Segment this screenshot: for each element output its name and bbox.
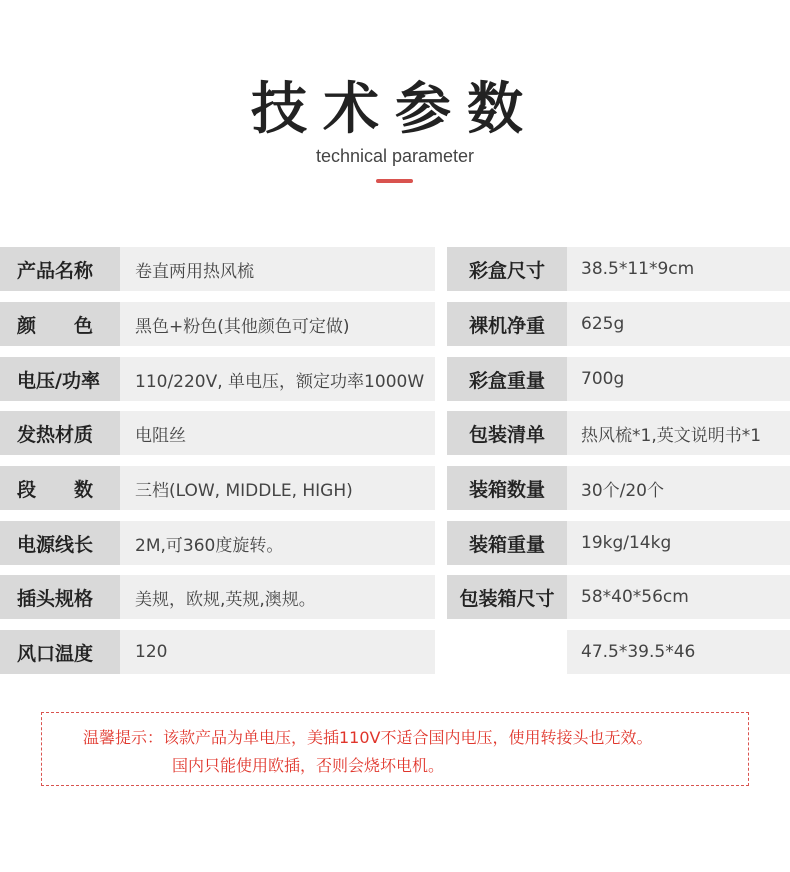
spec-label-carton-weight: 装箱重量 bbox=[447, 521, 567, 565]
spec-value-plug-type: 美规，欧规,英规,澳规。 bbox=[120, 575, 435, 619]
spec-label-box-weight: 彩盒重量 bbox=[447, 357, 567, 401]
spec-label-heating-material: 发热材质 bbox=[0, 411, 120, 455]
spec-value-carton-weight: 19kg/14kg bbox=[567, 521, 790, 565]
title-accent-bar bbox=[376, 179, 413, 183]
spec-label-box-size: 彩盒尺寸 bbox=[447, 247, 567, 291]
spec-value-net-weight: 625g bbox=[567, 302, 790, 346]
spec-value-package-list: 热风梳*1,英文说明书*1 bbox=[567, 411, 790, 455]
spec-value-color: 黑色+粉色(其他颜色可定做) bbox=[120, 302, 435, 346]
spec-value-voltage-power: 110/220V, 单电压，额定功率1000W bbox=[120, 357, 435, 401]
spec-value-product-name: 卷直两用热风梳 bbox=[120, 247, 435, 291]
spec-value-box-size: 38.5*11*9cm bbox=[567, 247, 790, 291]
spec-label-outlet-temperature: 风口温度 bbox=[0, 630, 120, 674]
page-title: 技术参数 bbox=[251, 77, 539, 142]
spec-label-product-name: 产品名称 bbox=[0, 247, 120, 291]
spec-value-speed-settings: 三档(LOW, MIDDLE, HIGH) bbox=[120, 466, 435, 510]
page-subtitle: technical parameter bbox=[315, 146, 475, 166]
spec-value-carton-size-alt: 47.5*39.5*46 bbox=[567, 630, 790, 674]
warning-notice-line-1: 温馨提示：该款产品为单电压，美插110V不适合国内电压，使用转接头也无效。 bbox=[83, 728, 653, 747]
spec-label-carton-size: 包装箱尺寸 bbox=[447, 575, 567, 619]
spec-value-carton-quantity: 30个/20个 bbox=[567, 466, 790, 510]
spec-label-plug-type: 插头规格 bbox=[0, 575, 120, 619]
spec-label-net-weight: 裸机净重 bbox=[447, 302, 567, 346]
spec-label-cord-length: 电源线长 bbox=[0, 521, 120, 565]
spec-value-cord-length: 2M,可360度旋转。 bbox=[120, 521, 435, 565]
warning-notice-box bbox=[41, 712, 749, 786]
spec-label-speed-settings: 段 数 bbox=[0, 466, 120, 510]
warning-notice-line-2: 国内只能使用欧插，否则会烧坏电机。 bbox=[172, 756, 445, 775]
spec-value-outlet-temperature: 120 bbox=[120, 630, 435, 674]
spec-value-heating-material: 电阻丝 bbox=[120, 411, 435, 455]
spec-label-package-list: 包装清单 bbox=[447, 411, 567, 455]
spec-label-color: 颜 色 bbox=[0, 302, 120, 346]
spec-value-box-weight: 700g bbox=[567, 357, 790, 401]
spec-value-carton-size: 58*40*56cm bbox=[567, 575, 790, 619]
spec-label-voltage-power: 电压/功率 bbox=[0, 357, 120, 401]
spec-label-carton-quantity: 装箱数量 bbox=[447, 466, 567, 510]
